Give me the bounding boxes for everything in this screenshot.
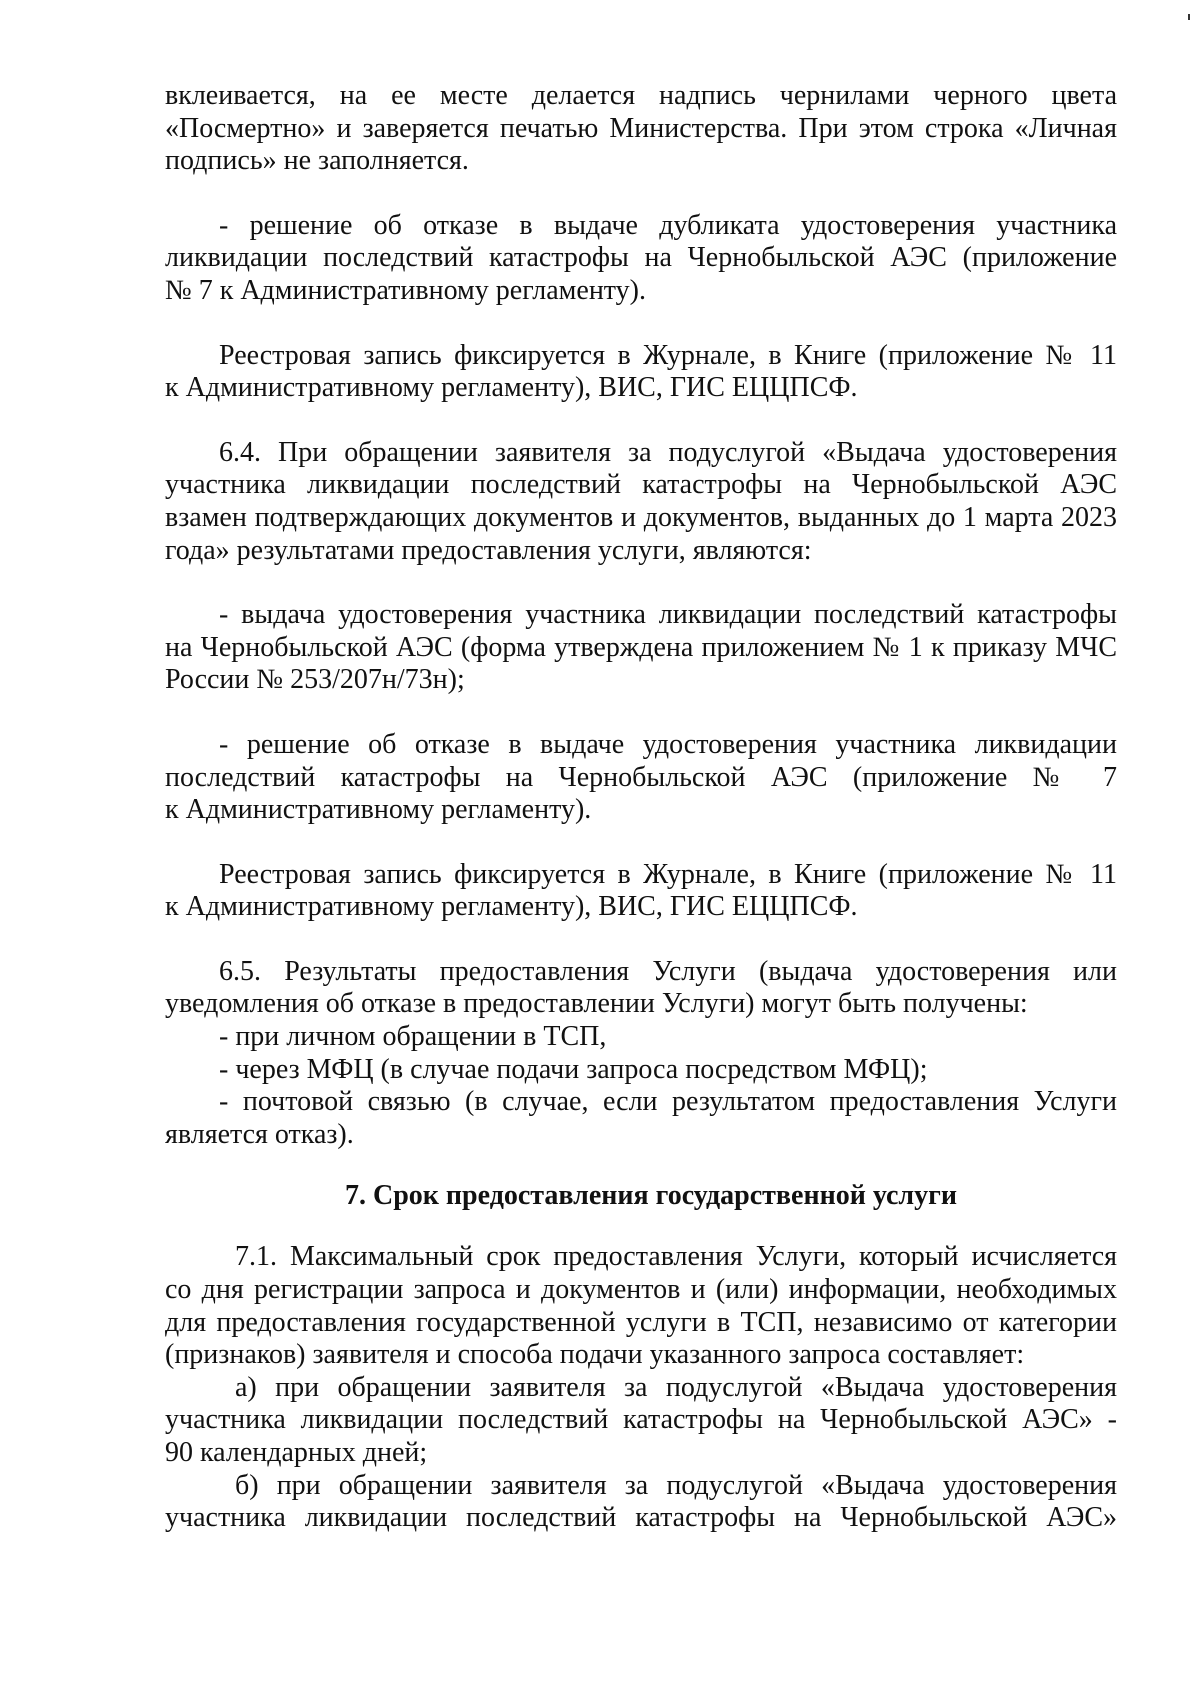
- text-line: - решение об отказе в выдаче удостоверения участника ликвидации: [219, 728, 1117, 760]
- text-line: вклеивается, на ее месте делается надпись чернилами черного цвета: [165, 80, 1117, 111]
- text-line: № 7 к Административному регламенту).: [165, 274, 646, 306]
- paragraph-gap: [165, 178, 1117, 210]
- text-line: участника ликвидации последствий катастрофы на Чернобыльской АЭС»: [165, 1502, 1117, 1534]
- paragraph-gap: [165, 827, 1117, 859]
- paragraph-6-4: [165, 437, 1117, 567]
- paragraph-6-5: [165, 956, 1117, 1152]
- text-line: на Чернобыльской АЭС (форма утверждена приложением № 1 к приказу МЧС: [165, 631, 1117, 663]
- text-line: 90 календарных дней;: [165, 1437, 428, 1468]
- text-line: 6.4. При обращении заявителя за подуслугой «Выдача удостоверения: [219, 436, 1117, 468]
- paragraph-gap: [165, 308, 1117, 340]
- text-line: Реестровая запись фиксируется в Журнале, в Книге (приложение № 11: [219, 858, 1117, 890]
- text-line: со дня регистрации запроса и документов и (или) информации, необходимых: [165, 1274, 1117, 1306]
- text-line: - почтовой связью (в случае, если результатом предоставления Услуги: [219, 1086, 1117, 1118]
- text-line: «Посмертно» и заверяется печатью Министерства. При этом строка «Личная: [165, 112, 1117, 144]
- scan-speck: [1188, 14, 1190, 20]
- text-line: 7.1. Максимальный срок предоставления Услуги, который исчисляется: [235, 1241, 1117, 1273]
- document-page: [165, 80, 1117, 1535]
- text-line: России № 253/207н/73н);: [165, 664, 465, 696]
- paragraph-gap: [165, 405, 1117, 437]
- text-line: - выдача удостоверения участника ликвидации последствий катастрофы: [219, 599, 1117, 631]
- paragraph-refusal-decision: [165, 729, 1117, 827]
- paragraph-gap: [165, 924, 1117, 956]
- text-line: (признаков) заявителя и способа подачи указанного запроса составляет:: [165, 1339, 1025, 1371]
- text-line: уведомления об отказе в предоставлении Услуги) могут быть получены:: [165, 988, 1028, 1020]
- text-line: подпись» не заполняется.: [165, 145, 469, 177]
- paragraph-registry-record: [165, 340, 1117, 405]
- paragraph-7-1: [165, 1241, 1117, 1534]
- paragraph-gap: [165, 697, 1117, 729]
- paragraph-duplicate-refusal: [165, 210, 1117, 308]
- text-line: взамен подтверждающих документов и документов, выданных до 1 марта 2023: [165, 501, 1117, 533]
- section-heading: 7. Срок предоставления государственной услуги: [345, 1180, 957, 1212]
- text-line: - через МФЦ (в случае подачи запроса посредством МФЦ);: [219, 1053, 928, 1085]
- text-line: - при личном обращении в ТСП,: [219, 1021, 607, 1053]
- paragraph-registry-record-2: [165, 859, 1117, 924]
- text-line: участника ликвидации последствий катастрофы на Чернобыльской АЭС: [165, 469, 1117, 501]
- text-line: Реестровая запись фиксируется в Журнале, в Книге (приложение № 11: [219, 339, 1117, 371]
- text-line: участника ликвидации последствий катастрофы на Чернобыльской АЭС» -: [165, 1404, 1117, 1436]
- paragraph-gap: [165, 567, 1117, 599]
- text-line: является отказ).: [165, 1118, 354, 1150]
- text-line: ликвидации последствий катастрофы на Чернобыльской АЭС (приложение: [165, 242, 1117, 274]
- paragraph-issue-certificate: [165, 599, 1117, 697]
- text-line: к Административному регламенту).: [165, 794, 592, 826]
- text-line: для предоставления государственной услуги в ТСП, независимо от категории: [165, 1306, 1117, 1338]
- text-line: последствий катастрофы на Чернобыльской АЭС (приложение № 7: [165, 761, 1117, 793]
- paragraph-continuation: [165, 80, 1117, 178]
- text-line: к Административному регламенту), ВИС, ГИС ЕЦЦПСФ.: [165, 891, 858, 923]
- text-line: к Административному регламенту), ВИС, ГИС ЕЦЦПСФ.: [165, 372, 858, 404]
- text-line: а) при обращении заявителя за подуслугой «Выдача удостоверения: [235, 1371, 1117, 1403]
- text-line: б) при обращении заявителя за подуслугой «Выдача удостоверения: [235, 1469, 1117, 1501]
- text-line: года» результатами предоставления услуги, являются:: [165, 534, 812, 566]
- text-line: 6.5. Результаты предоставления Услуги (выдача удостоверения или: [219, 955, 1117, 987]
- text-line: - решение об отказе в выдаче дубликата удостоверения участника: [219, 209, 1117, 241]
- paragraph-gap: [165, 1151, 1117, 1179]
- paragraph-gap: [165, 1213, 1117, 1241]
